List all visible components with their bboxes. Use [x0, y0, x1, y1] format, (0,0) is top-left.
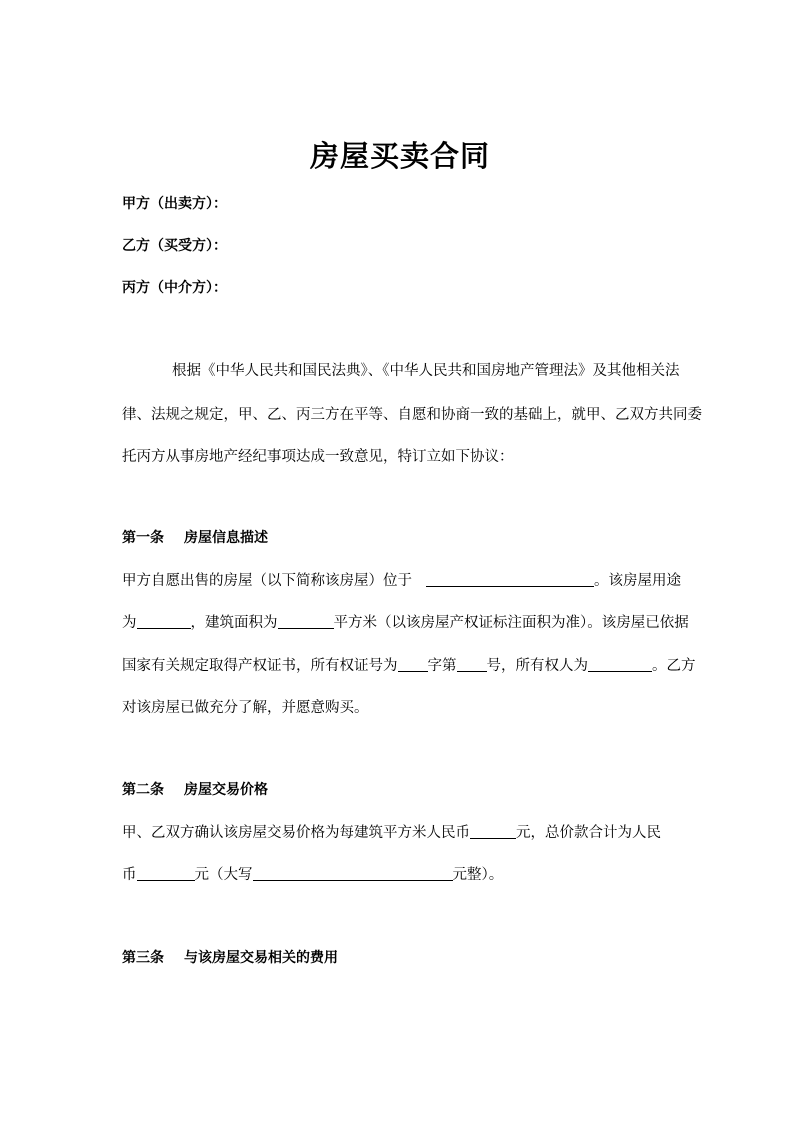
- usage-blank[interactable]: [137, 614, 191, 629]
- article-2-title: 房屋交易价格: [184, 782, 268, 798]
- article-2-number: 第二条: [122, 782, 164, 798]
- text-segment: 甲、乙双方确认该房屋交易价格为每建筑平方米人民币: [122, 825, 470, 841]
- article-1-line-4: 对该房屋已做充分了解，并愿意购买。: [122, 700, 369, 716]
- location-blank[interactable]: [426, 572, 594, 587]
- article-1-title: 房屋信息描述: [184, 530, 268, 546]
- text-segment: 。乙方: [652, 658, 696, 674]
- text-segment: 元（大写: [194, 867, 253, 883]
- text-segment: 号，所有权人为: [486, 658, 588, 674]
- text-segment: 甲方自愿出售的房屋（以下简称该房屋）位于: [122, 573, 412, 589]
- text-segment: ，建筑面积为: [190, 615, 278, 631]
- cert-number-blank[interactable]: [457, 657, 487, 672]
- article-3-title: 与该房屋交易相关的费用: [184, 950, 338, 966]
- article-1-line-3: [122, 654, 696, 675]
- document-title: 房屋买卖合同: [309, 139, 490, 173]
- party-seller: 甲方（出卖方）：: [122, 196, 227, 212]
- party-agent: 丙方（中介方）：: [122, 280, 227, 296]
- text-segment: 。该房屋用途: [594, 573, 681, 589]
- area-blank[interactable]: [278, 614, 334, 629]
- total-price-blank[interactable]: [137, 866, 195, 881]
- article-2-line-1: [122, 821, 661, 842]
- article-2-line-2: [122, 863, 503, 884]
- text-segment: 字第: [427, 658, 457, 674]
- text-segment: 元，总价款合计为人民: [516, 825, 661, 841]
- preamble-line-1: 根据《中华人民共和国民法典》、《中华人民共和国房地产管理法》及其他相关法: [172, 363, 680, 379]
- text-segment: 国家有关规定取得产权证书，所有权证号为: [122, 658, 398, 674]
- party-buyer: 乙方（买受方）：: [122, 238, 227, 254]
- total-price-words-blank[interactable]: [253, 866, 453, 881]
- cert-prefix-blank[interactable]: [398, 657, 428, 672]
- text-segment: 币: [122, 867, 137, 883]
- text-segment: 为: [122, 615, 137, 631]
- preamble-line-2: 律、法规之规定，甲、乙、丙三方在平等、自愿和协商一致的基础上，就甲、乙双方共同委: [122, 407, 702, 423]
- article-1-line-1: [122, 569, 681, 590]
- article-2-heading: [122, 779, 268, 799]
- article-3-heading: [122, 947, 338, 967]
- article-3-number: 第三条: [122, 950, 164, 966]
- unit-price-blank[interactable]: [470, 824, 516, 839]
- owner-blank[interactable]: [588, 657, 652, 672]
- preamble-line-3: 托丙方从事房地产经纪事项达成一致意见，特订立如下协议：: [122, 449, 514, 465]
- article-1-heading: [122, 527, 268, 547]
- article-1-line-2: [122, 611, 689, 632]
- article-1-number: 第一条: [122, 530, 164, 546]
- text-segment: 平方米（以该房屋产权证标注面积为准）。该房屋已依据: [333, 615, 689, 631]
- text-segment: 元整）。: [452, 867, 504, 883]
